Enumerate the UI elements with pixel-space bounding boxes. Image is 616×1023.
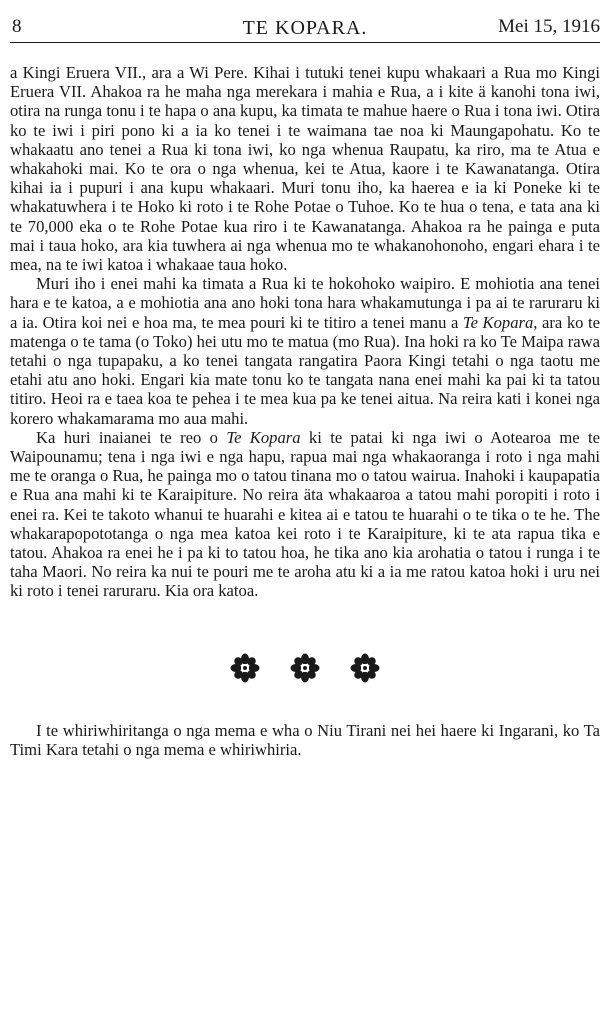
footer-notice: I te whiriwhiritanga o nga mema e wha o Niu Tirani nei hei haere ki Ingarani, ko Ta Timi Kara tetahi o nga mema e whiriwhiria. bbox=[10, 720, 600, 759]
page bbox=[10, 8, 600, 776]
paragraph-3-text-b: ki te patai ki nga iwi o Aotearoa me te Waipounamu; tena i nga iwi e nga hapu, rapua mai nga whakaoranga i roto i nga mahi me te oranga o Rua, he painga mo o tatou tinana mo o tatou wairua. Inahoki i kaupapatia e Rua ana mahi ki te Karaipiture. No reira äta whakaaroa a tatou mahi poropiti i roto i enei ra. Kei te takoto whanui te huarahi e kitea ai e tatou te huarahi o te tika o te he. The whakarapopototanga o nga mea katoa kei roto i te Karaipiture, ki te ata rapua tika e tatou. Ahakoa ra enei he i pa ki to tatou hoa, he tika ano kia arohatia o tatou i runga i te taha Maori. No reira ka nui te pouri me te aroha atu ki a ia me ratou katoa hoki i uru nei ki roto i tenei raruraru. Kia ora katoa. bbox=[10, 427, 600, 601]
paragraph-3-title-italic: Te Kopara bbox=[226, 427, 301, 447]
issue-date: Mei 15, 1916 bbox=[498, 16, 600, 37]
journal-title: TE KOPARA. bbox=[242, 17, 368, 39]
paragraph-3-text-a: Ka huri inaianei te reo o bbox=[36, 427, 227, 447]
page-number: 8 bbox=[12, 16, 22, 37]
paragraph-2 bbox=[10, 274, 600, 428]
paragraph-2-text-b: , ara ko te matenga o te tama (o Toko) hei utu mo te matua (mo Rua). Ina hoki ra ko Te Maipa rawa tetahi o nga tupapaku, a ko tenei tangata rangatira Paora Kingi tetahi o nga taotu me etahi atu ano hoki. Engari kia mate tonu ko te tangata nana enei mahi ka pai ki ta tatou titiro. Heoi ra e taea koa te pehea i te mea kua pa ke tenei aitua. Na reira kati i konei nga korero whakamarama mo aua mahi. bbox=[10, 312, 601, 428]
flower-ornament-icon bbox=[230, 653, 260, 683]
flower-ornament-icon bbox=[290, 653, 320, 683]
paragraph-2-title-italic: Te Kopara bbox=[462, 312, 534, 332]
paragraph-1: a Kingi Eruera VII., ara a Wi Pere. Kihai i tutuki tenei kupu whakaari a Rua mo Kingi Eruera VII. Ahakoa ra he maha nga merekara i mahia e Rua, a i kite ä kanohi tona iwi, otira na runga tonu i te hapa o ana kupu, ka timata te mahue haere o Rua i tona iwi. Otira ko te iwi i piri pono ki a ia ko tenei i te waimana tae noa ki Maungapohatu. Ko te whakaatu ano tenei a Rua ki tona iwi, ko nga whenua Raupatu, ka riro, ma te Atua e whakahoki mai. Ko te ora o nga whenua, kei te Atua, kaore i te Kawanatanga. Otira kihai ia i pupuri i ana kupu whakaari. Muri tonu iho, ka haerea e ia ki Poneke ki te whakatuwhera i te Hoko ki roto i te Rohe Potae o Tuhoe. Ko te hua o tena, e tata ana ki te 70,000 eka o te Rohe Potae kua riro i te Kawanatanga. Ahakoa ra he painga e puta mai i taua hoko, ara kia tuwhera ai nga whenua mo te whakanohonoho, engari ehara i te mea, na te iwi katoa i whakaae taua hoko. bbox=[10, 63, 600, 275]
article-body bbox=[10, 63, 600, 601]
paragraph-2-text-a: Muri iho i enei mahi ka timata a Rua ki te hokohoko waipiro. E mohiotia ana tenei hara e te katoa, a e mohiotia ana ano hoki tona hara whakamutunga i pa ai te raruraru ki a ia. Otira koi nei e hoa ma, te mea pouri ki te titiro a tenei manu a bbox=[10, 274, 600, 332]
page-header bbox=[10, 8, 600, 43]
paragraph-3 bbox=[10, 428, 600, 601]
flower-ornament-icon bbox=[350, 653, 380, 683]
ornament-divider bbox=[10, 653, 600, 683]
